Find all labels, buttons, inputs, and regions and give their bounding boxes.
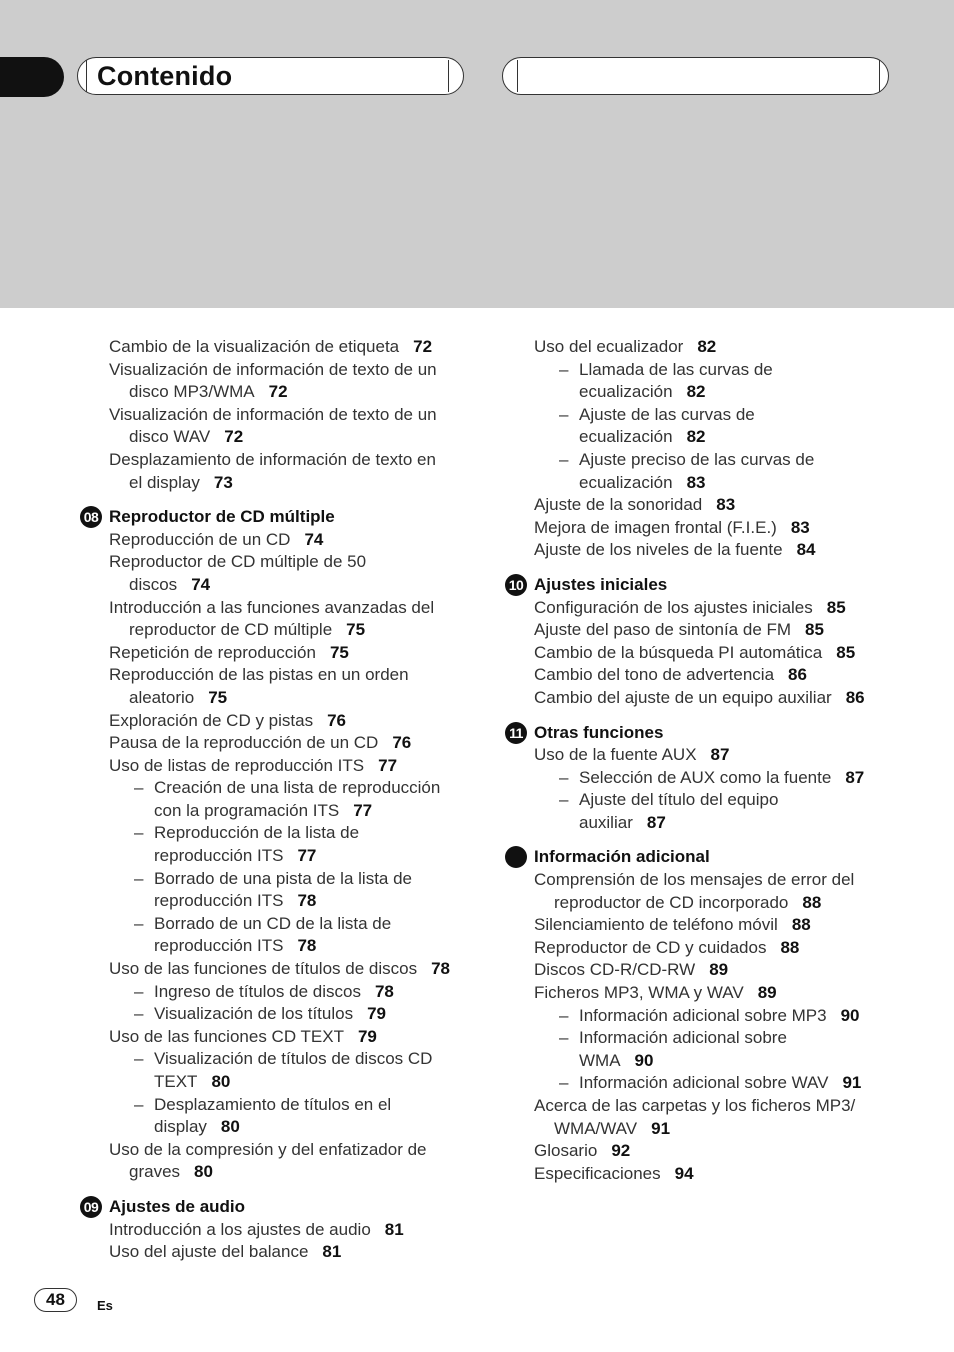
toc-section-heading xyxy=(503,574,903,597)
entry-text: Reproducción de un CD xyxy=(109,529,291,549)
toc-entry[interactable] xyxy=(503,664,903,687)
entry-text: Uso de la fuente AUX xyxy=(534,745,697,765)
toc-subentry[interactable] xyxy=(78,1094,478,1139)
entry-line xyxy=(559,767,903,790)
entry-text: Cambio de la búsqueda PI automática xyxy=(534,642,823,662)
entry-text: Repetición de reproducción xyxy=(109,642,316,662)
entry-text: Introducción a los ajustes de audio xyxy=(109,1219,371,1239)
entry-text: Uso de las funciones CD TEXT xyxy=(109,1026,344,1046)
entry-text: Uso del ajuste del balance xyxy=(109,1242,309,1262)
entry-text: Ajuste de las curvas de xyxy=(579,404,755,424)
entry-line xyxy=(534,892,903,915)
entry-page-number: 83 xyxy=(716,495,736,515)
entry-text: Silenciamiento de teléfono móvil xyxy=(534,915,778,935)
entry-page-number: 92 xyxy=(611,1141,631,1161)
toc-subentry[interactable] xyxy=(503,1027,903,1072)
entry-line xyxy=(109,687,478,710)
entry-line xyxy=(109,1139,478,1162)
entry-page-number: 78 xyxy=(374,981,394,1001)
entry-page-number: 82 xyxy=(686,382,706,402)
entry-line xyxy=(109,1161,478,1184)
entry-page-number: 88 xyxy=(802,892,822,912)
toc-entry[interactable] xyxy=(78,597,478,642)
entry-line xyxy=(559,404,903,427)
section-number-badge xyxy=(505,846,527,868)
entry-text: Visualización de información de texto de un xyxy=(109,404,437,424)
entry-page-number: 82 xyxy=(697,337,717,356)
entry-line xyxy=(134,822,478,845)
entry-page-number: 81 xyxy=(384,1219,404,1239)
entry-line xyxy=(134,1071,478,1094)
entry-text: Especificaciones xyxy=(534,1163,661,1183)
entry-page-number: 80 xyxy=(220,1117,240,1137)
entry-page-number: 84 xyxy=(796,540,816,560)
entry-line xyxy=(134,845,478,868)
entry-line xyxy=(109,449,478,472)
entry-line xyxy=(534,642,903,665)
entry-line xyxy=(559,472,903,495)
entry-text: Introducción a las funciones avanzadas del xyxy=(109,597,435,617)
entry-text: Cambio del tono de advertencia xyxy=(534,665,775,685)
entry-line xyxy=(534,664,903,687)
entry-text: Desplazamiento de información de texto en xyxy=(109,449,436,469)
entry-page-number: 83 xyxy=(686,472,706,492)
entry-page-number: 80 xyxy=(211,1072,231,1091)
toc-subentry[interactable] xyxy=(503,1072,903,1095)
entry-text: Uso de listas de reproducción ITS xyxy=(109,755,365,775)
subentry-dash: – xyxy=(559,449,569,469)
entry-page-number: 90 xyxy=(634,1050,654,1070)
entry-page-number: 76 xyxy=(327,710,347,730)
section-title: Reproductor de CD múltiple xyxy=(109,507,335,527)
toc-entry[interactable] xyxy=(503,539,903,562)
entry-line xyxy=(109,404,478,427)
entry-text: Discos CD-R/CD-RW xyxy=(534,960,696,980)
entry-page-number: 79 xyxy=(357,1026,377,1046)
entry-text: reproducción ITS xyxy=(154,891,284,911)
toc-subentry[interactable] xyxy=(503,359,903,404)
entry-line xyxy=(109,336,478,359)
entry-page-number: 75 xyxy=(346,620,366,640)
entry-line xyxy=(109,1026,478,1049)
entry-text: display xyxy=(154,1117,207,1137)
entry-page-number: 87 xyxy=(710,745,730,765)
entry-page-number: 91 xyxy=(842,1073,862,1093)
entry-line xyxy=(534,869,903,892)
toc-entry[interactable] xyxy=(78,529,478,552)
subentry-dash: – xyxy=(559,359,569,379)
toc-subentry[interactable] xyxy=(78,913,478,958)
entry-text: Reproducción de las pistas en un orden xyxy=(109,665,409,685)
toc-entry[interactable] xyxy=(503,597,903,620)
entry-line xyxy=(134,1048,478,1071)
entry-line xyxy=(109,1241,478,1264)
toc-entry[interactable] xyxy=(78,336,478,359)
entry-line xyxy=(109,958,478,981)
entry-text: graves xyxy=(129,1162,181,1182)
header-band xyxy=(0,0,954,308)
section-number-badge: 08 xyxy=(80,506,102,528)
entry-line xyxy=(109,426,478,449)
entry-text: Cambio de la visualización de etiqueta xyxy=(109,337,400,356)
entry-page-number: 88 xyxy=(780,937,800,957)
section-number-badge: 11 xyxy=(505,722,527,744)
entry-line xyxy=(534,959,903,982)
entry-line xyxy=(134,913,478,936)
entry-text: Comprensión de los mensajes de error del xyxy=(534,870,855,890)
toc-entry[interactable] xyxy=(503,869,903,914)
entry-page-number: 81 xyxy=(322,1242,342,1262)
entry-page-number: 90 xyxy=(840,1005,860,1025)
entry-line xyxy=(559,359,903,382)
entry-text: Reproductor de CD y cuidados xyxy=(534,937,767,957)
entry-text: aleatorio xyxy=(129,687,195,707)
entry-line xyxy=(109,359,478,382)
entry-line xyxy=(134,800,478,823)
entry-page-number: 74 xyxy=(304,529,324,549)
toc-subentry[interactable] xyxy=(78,1048,478,1093)
toc-entry[interactable] xyxy=(78,1026,478,1049)
entry-line xyxy=(534,744,903,767)
entry-text: ecualización xyxy=(579,427,673,447)
entry-text: Información adicional sobre WAV xyxy=(579,1073,829,1093)
entry-line xyxy=(534,494,903,517)
subentry-dash: – xyxy=(134,1094,144,1114)
subentry-dash: – xyxy=(134,778,144,798)
toc-entry[interactable] xyxy=(78,449,478,494)
entry-line xyxy=(109,732,478,755)
toc-right-column xyxy=(503,336,903,1185)
entry-text: Información adicional sobre xyxy=(579,1028,787,1048)
header-tab-marker xyxy=(0,57,64,97)
entry-line xyxy=(109,619,478,642)
entry-page-number: 78 xyxy=(297,891,317,911)
entry-page-number: 85 xyxy=(805,620,824,640)
entry-text: Ajuste de la sonoridad xyxy=(534,495,703,515)
entry-line xyxy=(534,539,903,562)
entry-page-number: 85 xyxy=(826,597,846,617)
toc-entry[interactable] xyxy=(503,336,903,359)
entry-text: Glosario xyxy=(534,1141,598,1161)
toc-entry[interactable] xyxy=(78,1219,478,1242)
entry-line xyxy=(134,935,478,958)
toc-entry[interactable] xyxy=(78,642,478,665)
toc-entry[interactable] xyxy=(78,732,478,755)
subentry-dash: – xyxy=(559,790,569,810)
entry-text: Pausa de la reproducción de un CD xyxy=(109,733,379,753)
toc-subentry[interactable] xyxy=(78,777,478,822)
toc-entry[interactable] xyxy=(78,359,478,404)
entry-line xyxy=(559,812,903,835)
subentry-dash: – xyxy=(559,1028,569,1048)
entry-line xyxy=(109,664,478,687)
toc-entry[interactable] xyxy=(503,914,903,937)
entry-page-number: 94 xyxy=(674,1163,694,1183)
entry-text: Acerca de las carpetas y los ficheros MP3/ xyxy=(534,1096,856,1115)
toc-subentry[interactable] xyxy=(503,404,903,449)
toc-entry[interactable] xyxy=(503,687,903,710)
entry-text: Ajuste del título del equipo xyxy=(579,790,779,810)
section-number-badge: 09 xyxy=(80,1196,102,1218)
entry-line xyxy=(534,597,903,620)
entry-page-number: 88 xyxy=(791,915,811,935)
entry-page-number: 82 xyxy=(686,427,706,447)
entry-page-number: 72 xyxy=(224,427,244,447)
toc-entry[interactable] xyxy=(78,755,478,778)
entry-text: Ingreso de títulos de discos xyxy=(154,981,361,1001)
entry-line xyxy=(134,890,478,913)
entry-text: Desplazamiento de títulos en el xyxy=(154,1094,392,1114)
section-title: Ajustes de audio xyxy=(109,1196,246,1216)
toc-section-heading xyxy=(503,846,903,869)
entry-line xyxy=(134,1003,478,1026)
entry-line xyxy=(534,1163,903,1186)
entry-page-number: 79 xyxy=(367,1004,386,1024)
toc-entry[interactable] xyxy=(503,744,903,767)
entry-text: reproductor de CD incorporado xyxy=(554,892,789,912)
entry-line xyxy=(109,574,478,597)
entry-page-number: 80 xyxy=(194,1162,213,1182)
entry-text: Borrado de una pista de la lista de xyxy=(154,868,413,888)
entry-text: discos xyxy=(129,574,178,594)
entry-line xyxy=(134,1094,478,1117)
entry-line xyxy=(559,1005,903,1028)
entry-page-number: 74 xyxy=(191,574,211,594)
subentry-dash: – xyxy=(134,868,144,888)
subentry-dash: – xyxy=(134,981,144,1001)
entry-text: Exploración de CD y pistas xyxy=(109,710,314,730)
entry-page-number: 77 xyxy=(297,846,317,866)
toc-section-heading xyxy=(78,1196,478,1219)
entry-page-number: 78 xyxy=(431,959,450,979)
entry-text: WMA/WAV xyxy=(554,1118,638,1138)
subentry-dash: – xyxy=(559,1073,569,1093)
entry-line xyxy=(109,597,478,620)
toc-entry[interactable] xyxy=(503,1163,903,1186)
entry-text: auxiliar xyxy=(579,812,633,832)
toc-entry[interactable] xyxy=(503,642,903,665)
subentry-dash: – xyxy=(134,1049,144,1069)
entry-text: ecualización xyxy=(579,472,673,492)
toc-section-heading xyxy=(78,506,478,529)
entry-page-number: 78 xyxy=(297,936,317,956)
entry-page-number: 86 xyxy=(845,687,865,707)
entry-text: Uso de las funciones de títulos de discos xyxy=(109,959,418,979)
subentry-dash: – xyxy=(134,823,144,843)
entry-text: el display xyxy=(129,472,200,492)
entry-text: reproductor de CD múltiple xyxy=(129,620,333,640)
section-title: Ajustes iniciales xyxy=(534,574,668,594)
toc-subentry[interactable] xyxy=(78,822,478,867)
toc-subentry[interactable] xyxy=(78,1003,478,1026)
entry-page-number: 89 xyxy=(757,983,777,1003)
entry-text: Creación de una lista de reproducción xyxy=(154,778,441,798)
entry-line xyxy=(109,755,478,778)
entry-line xyxy=(109,642,478,665)
subentry-dash: – xyxy=(134,913,144,933)
entry-line xyxy=(534,1140,903,1163)
subentry-dash: – xyxy=(559,1005,569,1025)
entry-line xyxy=(534,914,903,937)
entry-text: reproducción ITS xyxy=(154,936,284,956)
entry-page-number: 77 xyxy=(353,800,373,820)
entry-text: disco MP3/WMA xyxy=(129,382,255,402)
entry-text: disco WAV xyxy=(129,427,211,447)
title-frame-right xyxy=(502,57,889,95)
entry-text: TEXT xyxy=(154,1072,198,1091)
entry-text: con la programación ITS xyxy=(154,800,340,820)
toc-left-column xyxy=(78,336,478,1264)
toc-entry[interactable] xyxy=(78,664,478,709)
entry-line xyxy=(134,868,478,891)
entry-text: Visualización de información de texto de un xyxy=(109,359,437,379)
toc-entry[interactable] xyxy=(503,494,903,517)
toc-entry[interactable] xyxy=(78,404,478,449)
entry-text: Cambio del ajuste de un equipo auxiliar xyxy=(534,687,832,707)
toc-entry[interactable] xyxy=(78,1139,478,1184)
entry-text: Información adicional sobre MP3 xyxy=(579,1005,827,1025)
entry-page-number: 75 xyxy=(208,687,228,707)
entry-page-number: 76 xyxy=(392,733,412,753)
subentry-dash: – xyxy=(559,404,569,424)
entry-page-number: 87 xyxy=(845,767,865,787)
entry-text: Uso de la compresión y del enfatizador de xyxy=(109,1139,427,1159)
entry-page-number: 89 xyxy=(709,960,729,980)
toc-subentry[interactable] xyxy=(503,789,903,834)
toc-entry[interactable] xyxy=(78,710,478,733)
entry-line xyxy=(134,1116,478,1139)
toc-entry[interactable] xyxy=(503,937,903,960)
toc-subentry[interactable] xyxy=(503,767,903,790)
section-number-badge: 10 xyxy=(505,574,527,596)
entry-text: Mejora de imagen frontal (F.I.E.) xyxy=(534,517,777,537)
section-title: Otras funciones xyxy=(534,722,664,742)
toc-entry[interactable] xyxy=(78,958,478,981)
entry-text: Configuración de los ajustes iniciales xyxy=(534,597,813,617)
toc-entry[interactable] xyxy=(503,1095,903,1140)
entry-line xyxy=(534,1118,903,1141)
entry-line xyxy=(109,472,478,495)
entry-page-number: 72 xyxy=(413,337,433,356)
entry-line xyxy=(109,551,478,574)
toc-entry[interactable] xyxy=(78,551,478,596)
entry-line xyxy=(559,449,903,472)
entry-line xyxy=(559,789,903,812)
entry-line xyxy=(534,687,903,710)
entry-text: Reproductor de CD múltiple de 50 xyxy=(109,552,367,572)
toc-subentry[interactable] xyxy=(503,449,903,494)
entry-line xyxy=(559,1027,903,1050)
entry-text: Ajuste del paso de sintonía de FM xyxy=(534,620,792,640)
page-title: Contenido xyxy=(97,61,233,91)
toc-entry[interactable] xyxy=(503,959,903,982)
entry-line xyxy=(534,937,903,960)
entry-text: Visualización de los títulos xyxy=(154,1004,354,1024)
toc-entry[interactable] xyxy=(503,1140,903,1163)
entry-line xyxy=(559,1072,903,1095)
entry-text: reproducción ITS xyxy=(154,846,284,866)
entry-line xyxy=(109,1219,478,1242)
entry-line xyxy=(109,710,478,733)
entry-line xyxy=(134,981,478,1004)
entry-text: WMA xyxy=(579,1050,621,1070)
entry-page-number: 91 xyxy=(651,1118,671,1138)
entry-page-number: 72 xyxy=(268,382,288,402)
entry-text: Ajuste de los niveles de la fuente xyxy=(534,540,783,560)
entry-page-number: 77 xyxy=(378,755,398,775)
entry-text: Llamada de las curvas de xyxy=(579,359,773,379)
subentry-dash: – xyxy=(134,1004,144,1024)
entry-line xyxy=(534,1095,903,1118)
toc-entry[interactable] xyxy=(78,1241,478,1264)
entry-text: Reproducción de la lista de xyxy=(154,823,360,843)
toc-entry[interactable] xyxy=(503,982,903,1005)
entry-page-number: 75 xyxy=(329,642,349,662)
entry-text: Ajuste preciso de las curvas de xyxy=(579,449,815,469)
toc-entry[interactable] xyxy=(503,517,903,540)
toc-subentry[interactable] xyxy=(503,1005,903,1028)
page-number: 48 xyxy=(34,1288,77,1312)
entry-line xyxy=(134,777,478,800)
section-title: Información adicional xyxy=(534,847,710,867)
entry-page-number: 87 xyxy=(646,812,666,832)
subentry-dash: – xyxy=(559,767,569,787)
entry-line xyxy=(534,517,903,540)
entry-page-number: 73 xyxy=(213,472,233,492)
entry-line xyxy=(109,529,478,552)
entry-line xyxy=(534,619,903,642)
language-code: Es xyxy=(97,1298,113,1313)
entry-line xyxy=(559,1050,903,1073)
entry-text: Ficheros MP3, WMA y WAV xyxy=(534,983,744,1003)
entry-text: Visualización de títulos de discos CD xyxy=(154,1049,433,1069)
entry-page-number: 86 xyxy=(788,665,807,685)
entry-page-number: 85 xyxy=(836,642,856,662)
toc-subentry[interactable] xyxy=(78,981,478,1004)
toc-section-heading xyxy=(503,722,903,745)
entry-text: Borrado de un CD de la lista de xyxy=(154,913,392,933)
toc-subentry[interactable] xyxy=(78,868,478,913)
entry-text: ecualización xyxy=(579,382,673,402)
entry-text: Selección de AUX como la fuente xyxy=(579,767,832,787)
toc-entry[interactable] xyxy=(503,619,903,642)
entry-line xyxy=(534,336,903,359)
entry-page-number: 83 xyxy=(790,517,810,537)
entry-line xyxy=(109,381,478,404)
entry-line xyxy=(559,381,903,404)
entry-line xyxy=(534,982,903,1005)
entry-line xyxy=(559,426,903,449)
entry-text: Uso del ecualizador xyxy=(534,337,684,356)
